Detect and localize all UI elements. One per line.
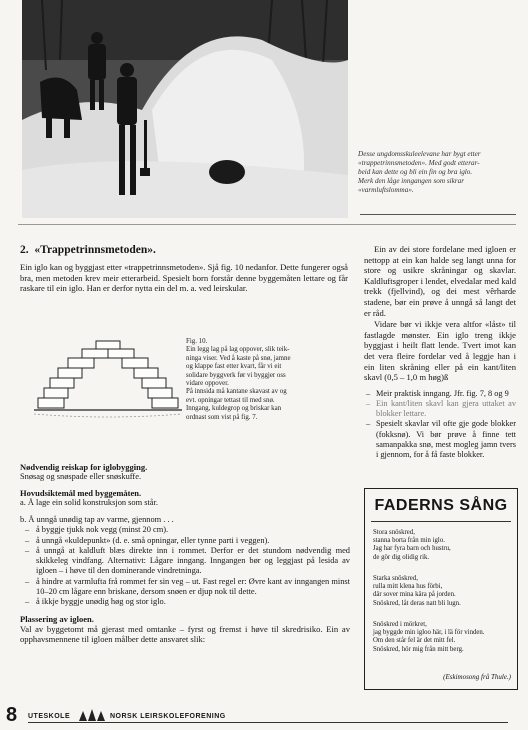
figure-10-caption: Fig. 10. Ein legg lag på lag oppover, slik teik- ninga viser. Ved å kaste på snø, jamne og klappe fast etter kvart, får vi eit solidare byggverk før vi byggjer oss vidare oppover. På innsida må kantane skavast av og evt. opningar tettast til med snø. Inngang, kuldegrop og briskar kan ordnast som vist på fig. 7. [186,338,291,421]
goal-b: b. Å unngå unødig tap av varme, gjennom . . . [20,514,174,524]
poem-stanza-3: Snöskred i mörkret, jag byggde min igloo här, i lä för vinden. Om den står fel är det mitt fel. Snöskred, hör mig från mitt berg. [373,621,485,653]
figure-10-drawing [34,334,182,428]
tools-text: Snøsag og snøspade eller snøskuffe. [20,472,142,481]
photo-caption: Desse ungdomsskuleelevane har bygt etter «trappetrinnsmetoden». Med godt etterar- beid kan dette og bli ein fin og bra iglo. Merk den låge inngangen som sikrar «varmluftslomma». [358,150,481,194]
right-para-1: Ein av dei store fordelane med igloen er nettopp at ein kan halde seg langt unna for store og usikre skråningar og skavlar. Kaldluftsgroper i lendet, elvedalar med kald trekk (fjellvind), og dei mest vêrharde stadene, bør ein prøve å unngå så langt det er råd. [364,244,516,318]
right-item: – Meir praktisk inngang. Jfr. fig. 7, 8 og 9 [364,389,516,399]
section-rule [18,224,516,225]
footer-left: UTESKOLE [28,713,71,720]
page-number: 8 [6,704,18,726]
section-heading: 2. «Trappetrinnsmetoden». [20,244,156,256]
right-para-2: Vidare bør vi ikkje vera altfor «låst» til fastlagde mønster. Ein iglo treng ikkje byggjast i heilt flatt lende. Tvert imot kan det vera fleire fordelar ved å leggje han i ein liten skråning eller på ein kant/liten skavl (0,5 – 1,0 m høg)ß [364,319,516,383]
goal-b-item: – å unngå at kaldluft blæs direkte inn i rommet. Derfor er det stundom nødvendig med skikkeleg vindfang. Alternativt: Lågare inngang. Inngangen bør og leggjast på lesida av igloen – i høve til den dominerande vindretninga. [20,546,350,577]
page-footer [0,704,528,730]
poem-title: FADERNS SÅNG [374,497,508,514]
left-lower-column [20,462,350,645]
right-item: – Ein kant/liten skavl kan gjera uttaket av blokker lettare. [364,399,516,419]
footer-rule [28,722,508,723]
goal-b-item: – å byggje tjukk nok vegg (minst 20 cm). [20,525,350,535]
tools-heading: Nødvendig reiskap for iglobygging. [20,462,148,472]
poem-source: (Eskimosong frå Thule.) [443,673,511,681]
poem-title-rule [371,521,511,522]
goal-b-item: – å ikkje byggje unødig høg og stor iglo. [20,597,350,607]
poem-stanza-2: Starka snöskred, rulla mitt klena hus förbi, där sover mina kära på jorden. Snöskred, låt deras natt bli lugn. [373,575,461,607]
placement-heading: Plassering av igloen. [20,613,94,624]
poem-stanza-1: Stora snöskred, stanna borta från min iglo. Jag har fyra barn och hustru, de gör dig olidig rik. [373,529,451,561]
intro-paragraph: Ein iglo kan og byggjast etter «trappetrinnsmetoden». Sjå fig. 10 nedanfor. Dette fungerer også bra, men metoden krev meir etterarbeid. Spesielt born forstår denne byggemåten lettare og får raskare til ein iglo. Han er derfor nytta ein del m. a. ved leirskular. [20,262,348,294]
goal-b-item: – å hindre at varmlufta frå rommet fer sin veg – ut. Fast regel er: Øvre kant av inngangen minst 10–20 cm lågare enn briskane, dersom snøen er djup nok til dette. [20,577,350,598]
right-item: – Spesielt skavlar vil ofte gje gode blokker (fokksnø). Vi bør prøve å finne tett samanpakka snø, mest mogleg jamn tvers i gjennom, for å få faste blokker. [364,419,516,460]
goal-b-item: – å unngå «kuldepunkt» (d. e. små opningar, eller tynne parti i veggen). [20,536,350,546]
tents-logo-icon [78,708,106,722]
right-column [364,244,516,460]
footer-right: NORSK LEIRSKOLEFORENING [110,713,226,720]
poem-box [364,488,518,690]
goals-heading: Hovudsiktemål med byggemåten. [20,488,142,499]
placement-text: Val av byggetomt må gjerast med omtanke – fyrst og fremst i høve til skredrisiko. Ein av opphavsmennene til igloen målber dette ansvaret slik: [20,623,350,645]
caption-rule [360,214,516,215]
photo-igloo-building [22,0,348,218]
goal-a: a. Å lage ein solid konstruksjon som står. [20,498,158,508]
